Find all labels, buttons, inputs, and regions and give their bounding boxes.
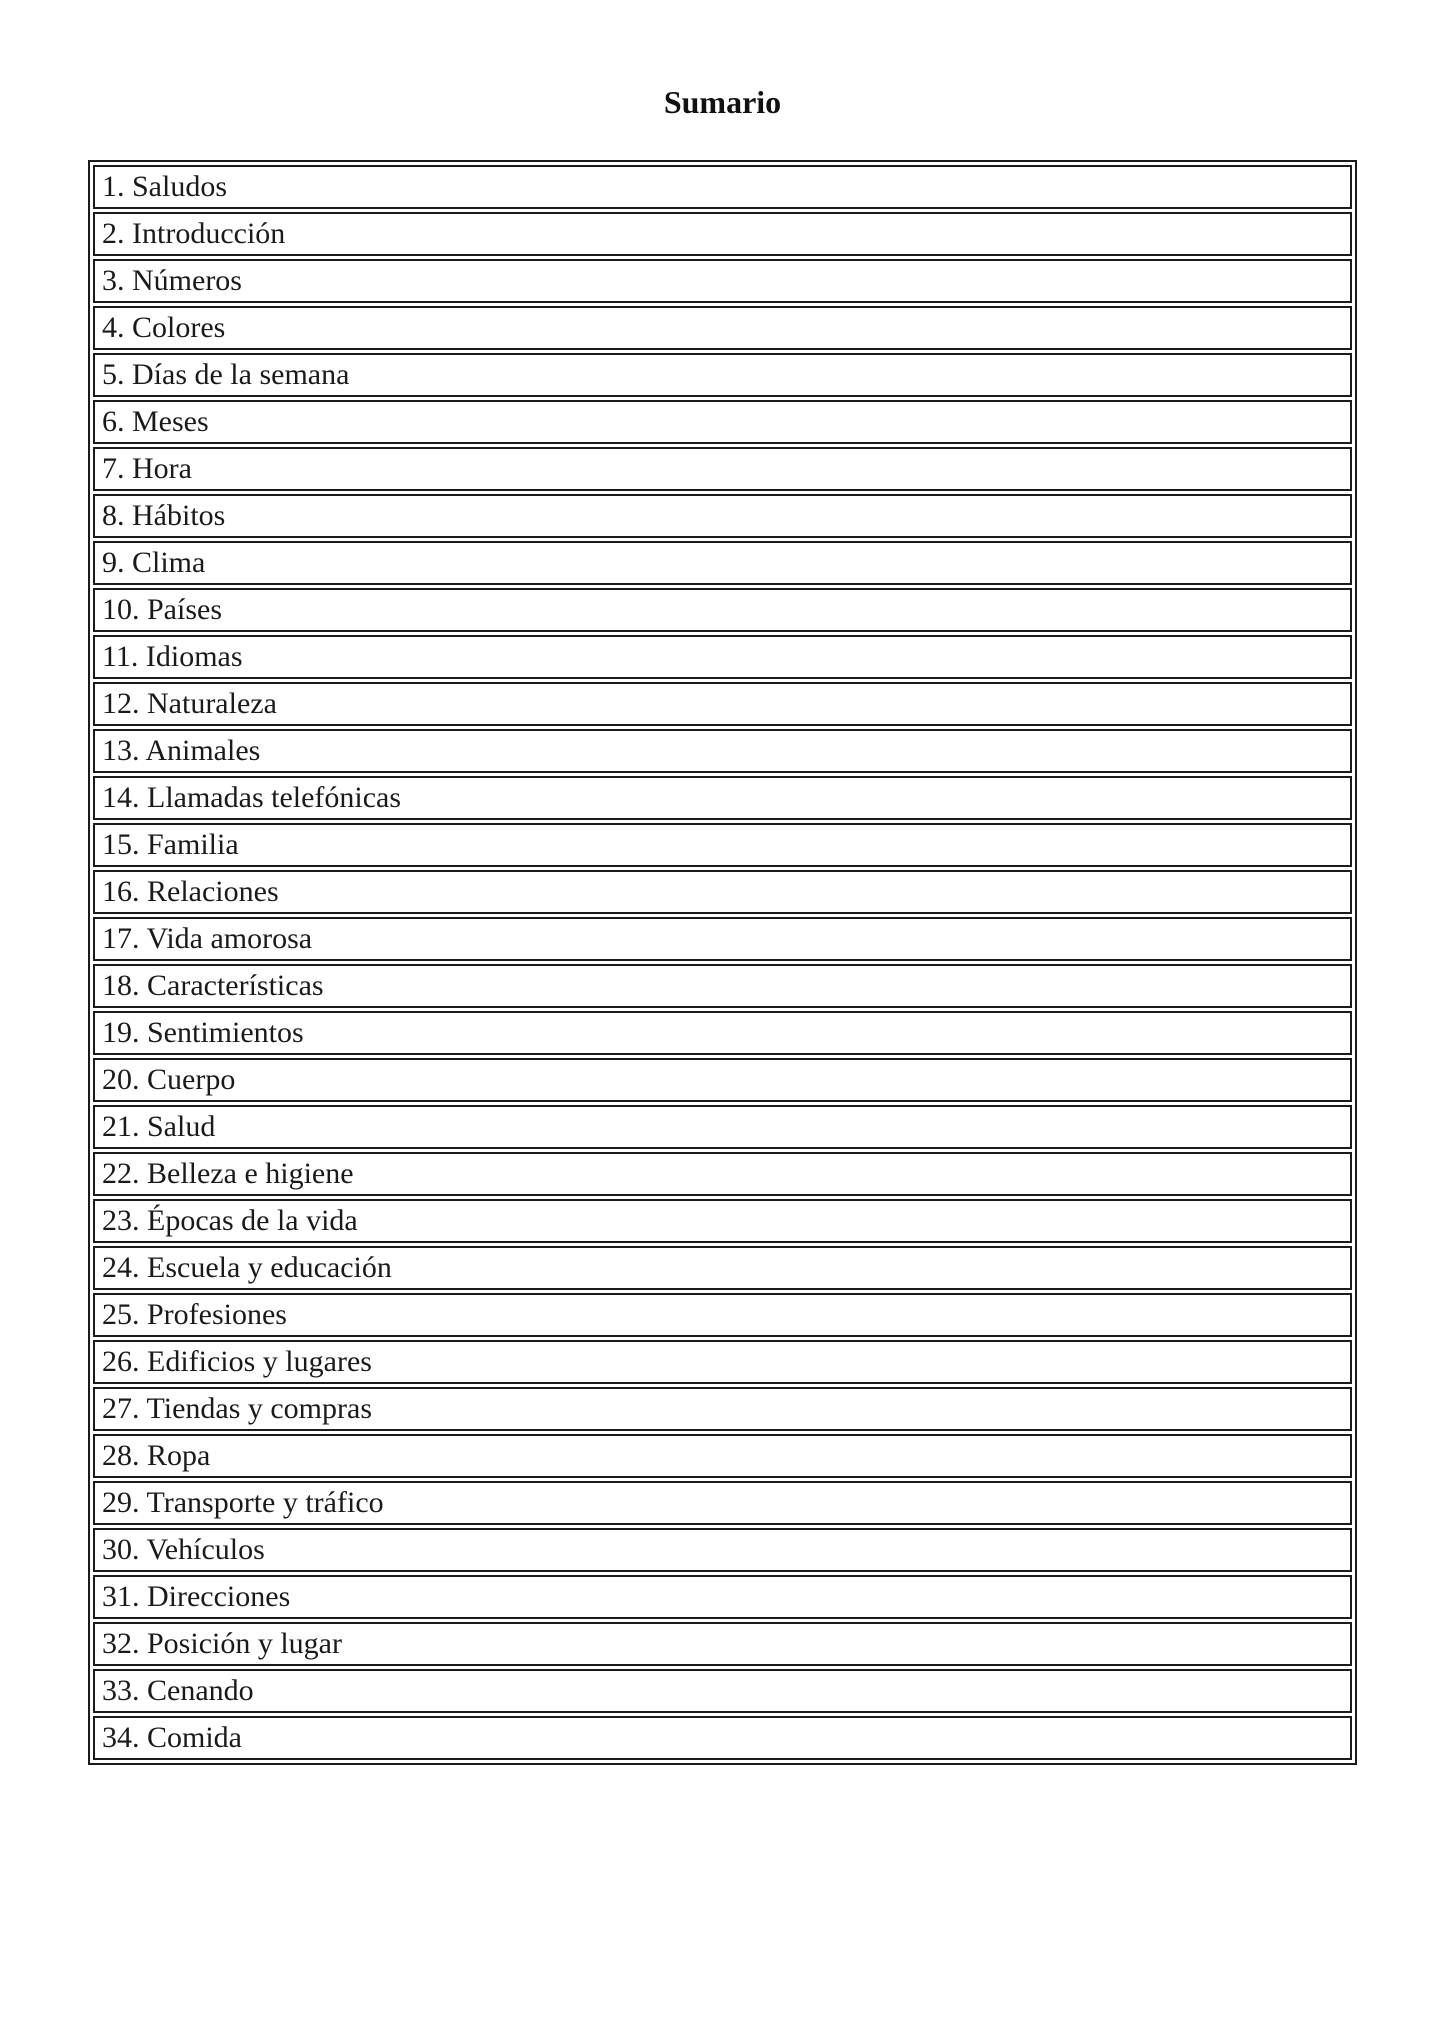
toc-row bbox=[93, 447, 1352, 491]
toc-item-label: 22. Belleza e higiene bbox=[93, 1152, 1352, 1196]
toc-row bbox=[93, 588, 1352, 632]
toc-row bbox=[93, 353, 1352, 397]
toc-item-label: 34. Comida bbox=[93, 1716, 1352, 1760]
toc-row bbox=[93, 823, 1352, 867]
page-title: Sumario bbox=[663, 84, 782, 120]
toc-row bbox=[93, 212, 1352, 256]
toc-row bbox=[93, 306, 1352, 350]
toc-item-label: 25. Profesiones bbox=[93, 1293, 1352, 1337]
toc-item-label: 28. Ropa bbox=[93, 1434, 1352, 1478]
toc-item-label: 3. Números bbox=[93, 259, 1352, 303]
toc-item-label: 26. Edificios y lugares bbox=[93, 1340, 1352, 1384]
toc-row bbox=[93, 1293, 1352, 1337]
toc-item-label: 23. Épocas de la vida bbox=[93, 1199, 1352, 1243]
toc-row bbox=[93, 1528, 1352, 1572]
toc-item-label: 31. Direcciones bbox=[93, 1575, 1352, 1619]
toc-row bbox=[93, 729, 1352, 773]
toc-item-label: 2. Introducción bbox=[93, 212, 1352, 256]
toc-row bbox=[93, 165, 1352, 209]
toc-item-label: 20. Cuerpo bbox=[93, 1058, 1352, 1102]
toc-row bbox=[93, 870, 1352, 914]
toc-row bbox=[93, 1669, 1352, 1713]
toc-row bbox=[93, 1622, 1352, 1666]
toc-item-label: 27. Tiendas y compras bbox=[93, 1387, 1352, 1431]
toc-item-label: 11. Idiomas bbox=[93, 635, 1352, 679]
toc-item-label: 14. Llamadas telefónicas bbox=[93, 776, 1352, 820]
toc-item-label: 6. Meses bbox=[93, 400, 1352, 444]
toc-item-label: 17. Vida amorosa bbox=[93, 917, 1352, 961]
toc-row bbox=[93, 1575, 1352, 1619]
toc-row bbox=[93, 494, 1352, 538]
toc-item-label: 24. Escuela y educación bbox=[93, 1246, 1352, 1290]
toc-row bbox=[93, 1246, 1352, 1290]
toc-item-label: 33. Cenando bbox=[93, 1669, 1352, 1713]
toc-item-label: 18. Características bbox=[93, 964, 1352, 1008]
toc-row bbox=[93, 1199, 1352, 1243]
toc-row bbox=[93, 1434, 1352, 1478]
toc-item-label: 4. Colores bbox=[93, 306, 1352, 350]
toc-item-label: 7. Hora bbox=[93, 447, 1352, 491]
toc-row bbox=[93, 964, 1352, 1008]
toc-row bbox=[93, 917, 1352, 961]
toc-item-label: 30. Vehículos bbox=[93, 1528, 1352, 1572]
toc-row bbox=[93, 1387, 1352, 1431]
toc-row bbox=[93, 1152, 1352, 1196]
toc-item-label: 16. Relaciones bbox=[93, 870, 1352, 914]
toc-row bbox=[93, 1481, 1352, 1525]
toc-item-label: 8. Hábitos bbox=[93, 494, 1352, 538]
toc-row bbox=[93, 1716, 1352, 1760]
toc-item-label: 10. Países bbox=[93, 588, 1352, 632]
toc-item-label: 19. Sentimientos bbox=[93, 1011, 1352, 1055]
toc-item-label: 29. Transporte y tráfico bbox=[93, 1481, 1352, 1525]
toc-row bbox=[93, 682, 1352, 726]
toc-row bbox=[93, 776, 1352, 820]
toc-row bbox=[93, 541, 1352, 585]
toc-table bbox=[88, 160, 1357, 1765]
toc-item-label: 12. Naturaleza bbox=[93, 682, 1352, 726]
toc-row bbox=[93, 1011, 1352, 1055]
toc-row bbox=[93, 1105, 1352, 1149]
toc-row bbox=[93, 1340, 1352, 1384]
toc-item-label: 13. Animales bbox=[93, 729, 1352, 773]
toc-row bbox=[93, 400, 1352, 444]
toc-item-label: 15. Familia bbox=[93, 823, 1352, 867]
toc-item-label: 1. Saludos bbox=[93, 165, 1352, 209]
toc-row bbox=[93, 635, 1352, 679]
toc-item-label: 5. Días de la semana bbox=[93, 353, 1352, 397]
toc-item-label: 21. Salud bbox=[93, 1105, 1352, 1149]
toc-row bbox=[93, 259, 1352, 303]
toc-item-label: 9. Clima bbox=[93, 541, 1352, 585]
toc-table-body bbox=[93, 165, 1352, 1760]
toc-item-label: 32. Posición y lugar bbox=[93, 1622, 1352, 1666]
toc-row bbox=[93, 1058, 1352, 1102]
